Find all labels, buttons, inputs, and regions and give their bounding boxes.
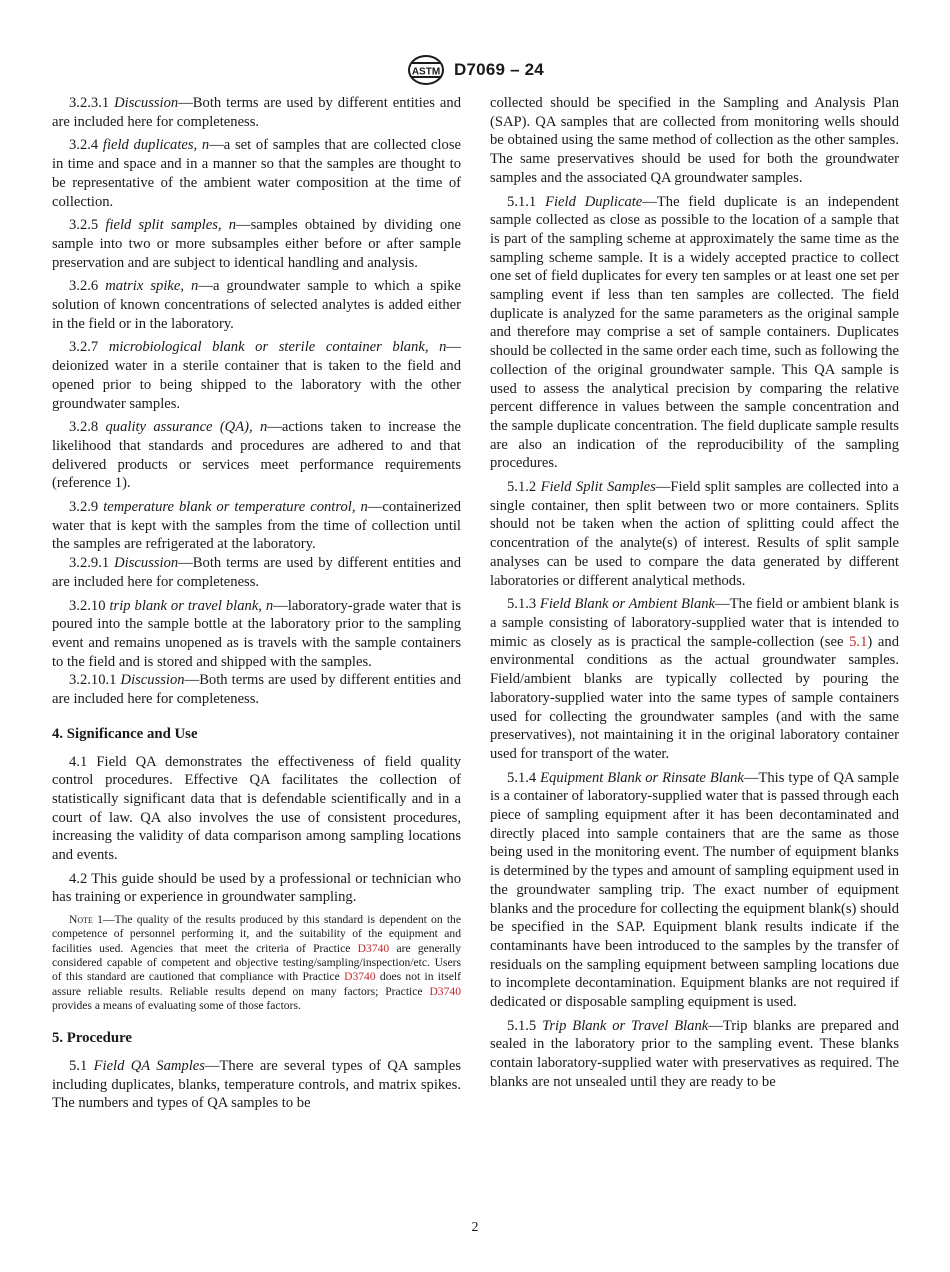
paragraph-3-2-9: 3.2.9 temperature blank or temperature control, n—containerized water that is kept with the samples from the time of collection until the samples are refrigerated at the laboratory. [52,499,461,553]
paragraph-3-2-8: 3.2.8 quality assurance (QA), n—actions taken to increase the likelihood that standards and procedures are adhered to and that delivered products or services meet performance requirements (reference 1). [52,419,462,492]
paragraph-3-2-6: 3.2.6 matrix spike, n—a groundwater sample to which a spike solution of known concentrations of selected analytes is added either in the field or in the laboratory. [52,278,461,332]
link-d3740[interactable]: D3740 [357,941,390,955]
paragraph-5-1-4: 5.1.4 Equipment Blank or Rinsate Blank—This type of QA sample is a container of laboratory-supplied water that is passed through each piece of sampling equipment after it has been decontaminated and directly placed into sample containers that are the same as those being used in the monitoring event. The number of equipment blanks is determined by the types and amount of sampling equipment used in the groundwater sampling trip. The exact number of equipment blanks and the procedure for collecting the equipment blank(s) should be specified in the SAP. Equipment blank results indicate if the contaminants have been introduced to the samples by the transfer of residuals on the sampling equipment between sampling locations due to incomplete decontamination. Equipment blanks are not required if dedicated or disposable sampling equipment is used. [490,769,899,1011]
paragraph-5-1-5: 5.1.5 Trip Blank or Travel Blank—Trip blanks are prepared and sealed in the laboratory prior to the sampling event. These blanks contain laboratory-supplied water with preservatives as required. The blanks are not unsealed until they are ready to be [490,1017,899,1090]
paragraph-3-2-4: 3.2.4 field duplicates, n—a set of samples that are collected close in time and space and in a manner so that the samples are thought to be representative of the ambient water composition at the time of collection. [52,137,461,210]
paragraph-5-1: 5.1 Field QA Samples—There are several types of QA samples including duplicates, blanks, temperature controls, and matrix spikes. The numbers and types of QA samples to be [52,1057,461,1112]
paragraph-3-2-7: 3.2.7 microbiological blank or sterile container blank, n—deionized water in a sterile container that is taken to the field and opened prior to being shipped to the laboratory with the other groundwater samples. [52,339,461,412]
right-column [490,94,899,1097]
document-id: D7069 – 24 [454,60,544,79]
astm-logo-icon [406,54,446,86]
page-number: 2 [471,1220,479,1235]
section-5-heading: 5. Procedure [52,1030,132,1047]
left-column [52,94,461,1118]
paragraph-5-1-3: 5.1.3 Field Blank or Ambient Blank—The field or ambient blank is a sample consisting of laboratory-supplied water that is intended to mimic as closely as is practical the sample-collection (see 5.1) and environmental conditions as the actual groundwater samples. Field/ambient blanks are typically collected by pouring the laboratory-supplied water into the same types of sample containers used for collecting the groundwater samples (and with the same preservatives), not maintaining it in the original laboratory container used for transport of the water. [490,596,900,762]
link-d3740[interactable]: D3740 [344,970,376,984]
paragraph-3-2-10: 3.2.10 trip blank or travel blank, n—laboratory-grade water that is poured into the sample bottle at the laboratory prior to the sampling event and remains unopened as is travels with the sample containers to the field and is stored and shipped with the samples. [52,597,461,670]
page-header [0,52,950,88]
link-section-5-1[interactable]: 5.1 [849,633,868,650]
link-d3740[interactable]: D3740 [429,984,461,998]
logo-text: ASTM [411,66,441,78]
paragraph-3-2-9-1: 3.2.9.1 Discussion—Both terms are used by different entities and are included here for completeness. [52,555,461,590]
paragraph-4-2: 4.2 This guide should be used by a professional or technician who has training or experience in groundwater sampling. [52,870,461,906]
paragraph-5-1-continued: collected should be specified in the Sampling and Analysis Plan (SAP). QA samples that are collected from monitoring wells should be obtained using the same method of collection as the other samples. The same preservatives should be used for both the groundwater samples and the associated QA groundwater samples. [490,95,899,186]
paragraph-3-2-3-1: 3.2.3.1 Discussion—Both terms are used by different entities and are included here for completeness. [52,95,461,130]
paragraph-5-1-1: 5.1.1 Field Duplicate—The field duplicate is an independent sample collected as close as possible to the location of a sample that is part of the sampling scheme at approximately the same time as the sampling scheme sample. It is a widely accepted practice to collect one set of field duplicates for every ten samples or at least one set per sampling event if less than ten samples are collected. The field duplicate is analyzed for the same parameters as the original sample and therefore may comprise a set of sample containers. Duplicates should be collected in the same order each time, such as following the collection of the original groundwater sample. This QA sample is used to assess the analytical precision by comparing the relative percent difference in values between the sample concentration and the sample duplicate concentration. The field duplicate sample results are also an indication of the reproducibility of the sampling procedures. [490,193,899,472]
paragraph-3-2-10-1: 3.2.10.1 Discussion—Both terms are used by different entities and are included here for completeness. [52,672,462,708]
paragraph-3-2-5: 3.2.5 field split samples, n—samples obtained by dividing one sample into two or more subsamples either before or after sample preservation and are subject to identical handling and analysis. [52,217,461,271]
section-4-heading: 4. Significance and Use [52,725,198,742]
paragraph-4-1: 4.1 Field QA demonstrates the effectiveness of field quality control procedures. Effective QA facilitates the collection of statistically significant data that is defendable scientifically and in a court of law. QA also involves the use of consistent procedures, increasing the validity of data comparison among sampling locations and events. [52,753,461,864]
paragraph-5-1-2: 5.1.2 Field Split Samples—Field split samples are collected into a single container, then split between two or more containers. Splits should not be taken when the action of splitting could affect the concentration of the analyte(s) of interest. Results of split sample analyses can be used to compare the data generated by different laboratories or different analytical methods. [490,479,899,589]
note-1: Note 1—The quality of the results produced by this standard is dependent on the competence of personnel performing it, and the suitability of the equipment and facilities used. Agencies that meet the criteria of Practice D3740 are generally considered capable of competent and objective testing/sampling/inspection/etc. Users of this standard are cautioned that compliance with Practice D3740 does not in itself assure reliable results. Reliable results depend on many factors; Practice D3740 provides a means of evaluating some of those factors. [52,913,461,1012]
